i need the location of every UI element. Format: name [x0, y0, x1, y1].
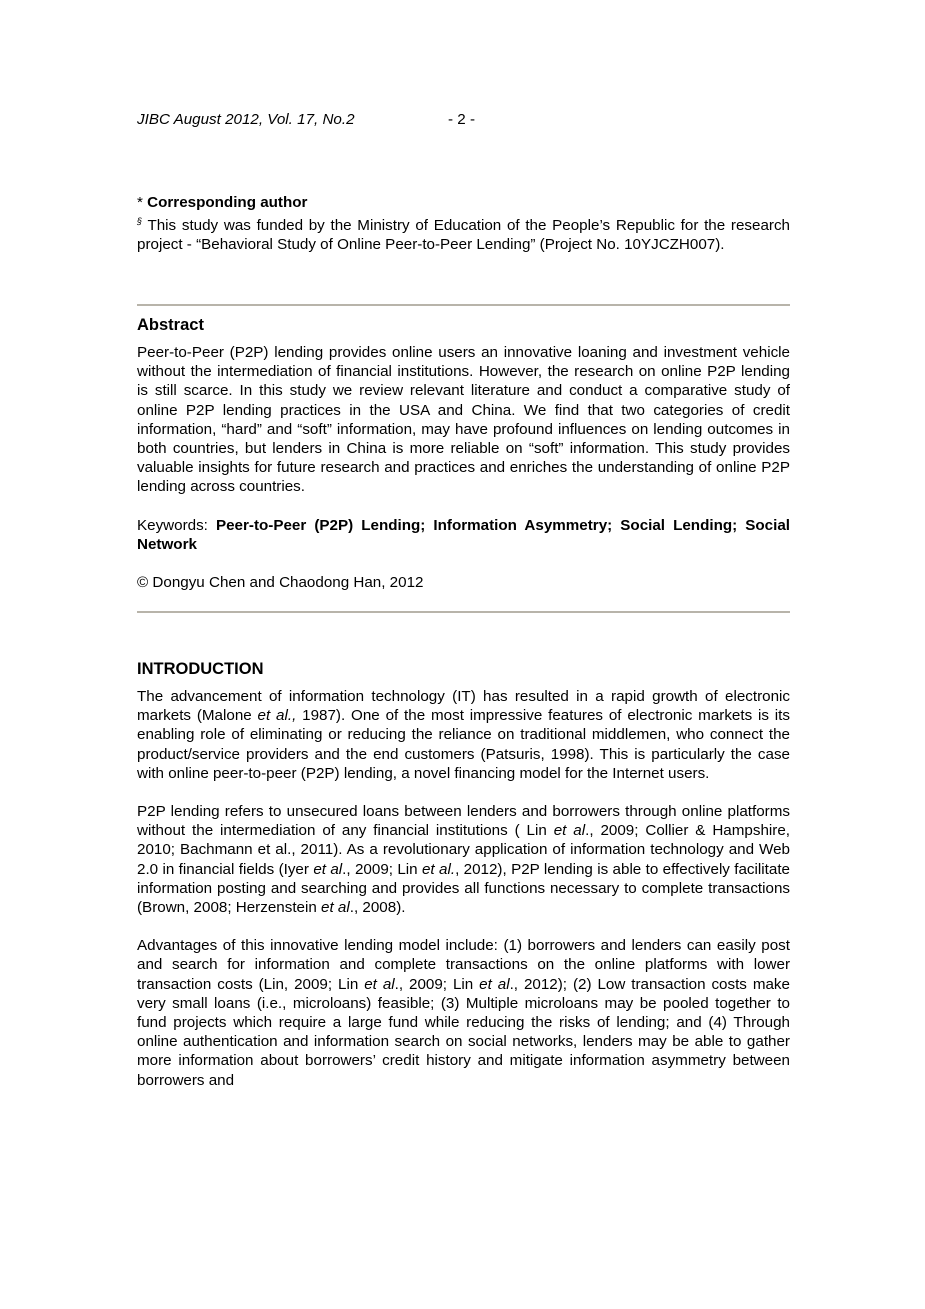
keywords-list: Peer-to-Peer (P2P) Lending; Information Asymmetry; Social Lending; Social Network: [137, 516, 790, 553]
abstract-heading: Abstract: [137, 316, 204, 334]
intro-paragraph-2: P2P lending refers to unsecured loans between lenders and borrowers through online platforms without the intermediation of any financial institutions ( Lin et al., 2009; Collier & Hampshire, 2010; Bachmann et al., 2011). As a revolutionary application of information technology and Web 2.0 in financial fields (Iyer et al., 2009; Lin et al., 2012), P2P lending is able to effectively facilitate information posting and searching and provides all functions necessary to complete transactions (Brown, 2008; Herzenstein et al., 2008).: [137, 803, 790, 917]
keywords: [137, 516, 790, 554]
corresponding-author-label: Corresponding author: [147, 194, 308, 211]
corresponding-author-note: * Corresponding author: [137, 194, 308, 211]
introduction-heading: INTRODUCTION: [137, 660, 264, 678]
divider-top: [137, 304, 790, 306]
page-number: - 2 -: [448, 111, 476, 128]
introduction-section: [137, 660, 790, 1090]
journal-citation: JIBC August 2012, Vol. 17, No.2: [137, 111, 355, 128]
keywords-label: Keywords:: [137, 516, 216, 534]
section-mark: §: [137, 216, 143, 227]
intro-paragraph-3: Advantages of this innovative lending model include: (1) borrowers and lenders can easily post and search for information and complete transactions on the online platforms with lower transaction costs (Lin, 2009; Lin et al., 2009; Lin et al., 2012); (2) Low transaction costs make very small loans (i.e., microloans) feasible; (3) Multiple microloans may be pooled together to fund projects which require a large fund while reducing the risks of lending; and (4) Through online authentication and information search on social networks, lenders may be able to gather more information about borrowers’ credit history and mitigate information asymmetry between borrowers and: [137, 937, 790, 1089]
footnotes: [137, 193, 790, 255]
divider-bottom: [137, 611, 790, 613]
abstract-section: [137, 316, 790, 592]
funding-note: § This study was funded by the Ministry of Education of the People’s Republic for the research project - “Behavioral Study of Online Peer-to-Peer Lending” (Project No. 10YJCZH007).: [137, 216, 790, 254]
copyright: © Dongyu Chen and Chaodong Han, 2012: [137, 574, 424, 592]
intro-paragraph-1: The advancement of information technology (IT) has resulted in a rapid growth of electronic markets (Malone et al., 1987). One of the most impressive features of electronic markets is its enabling role of eliminating or reducing the reliance on traditional middlemen, who connect the product/service providers and the end customers (Patsuris, 1998). This is particularly the case with online peer-to-peer (P2P) lending, a novel financing model for the Internet users.: [137, 688, 790, 782]
running-header: [137, 111, 790, 128]
abstract-text: Peer-to-Peer (P2P) lending provides online users an innovative loaning and investment vehicle without the intermediation of financial institutions. However, the research on online P2P lending is still scarce. In this study we review relevant literature and conduct a comparative study of online P2P lending practices in the USA and China. We find that two categories of credit information, “hard” and “soft” information, may have profound influences on lending outcomes in both countries, but lenders in China is more reliable on “soft” information. This study provides valuable insights for future research and practices and enriches the understanding of online P2P lending across countries.: [137, 344, 790, 496]
